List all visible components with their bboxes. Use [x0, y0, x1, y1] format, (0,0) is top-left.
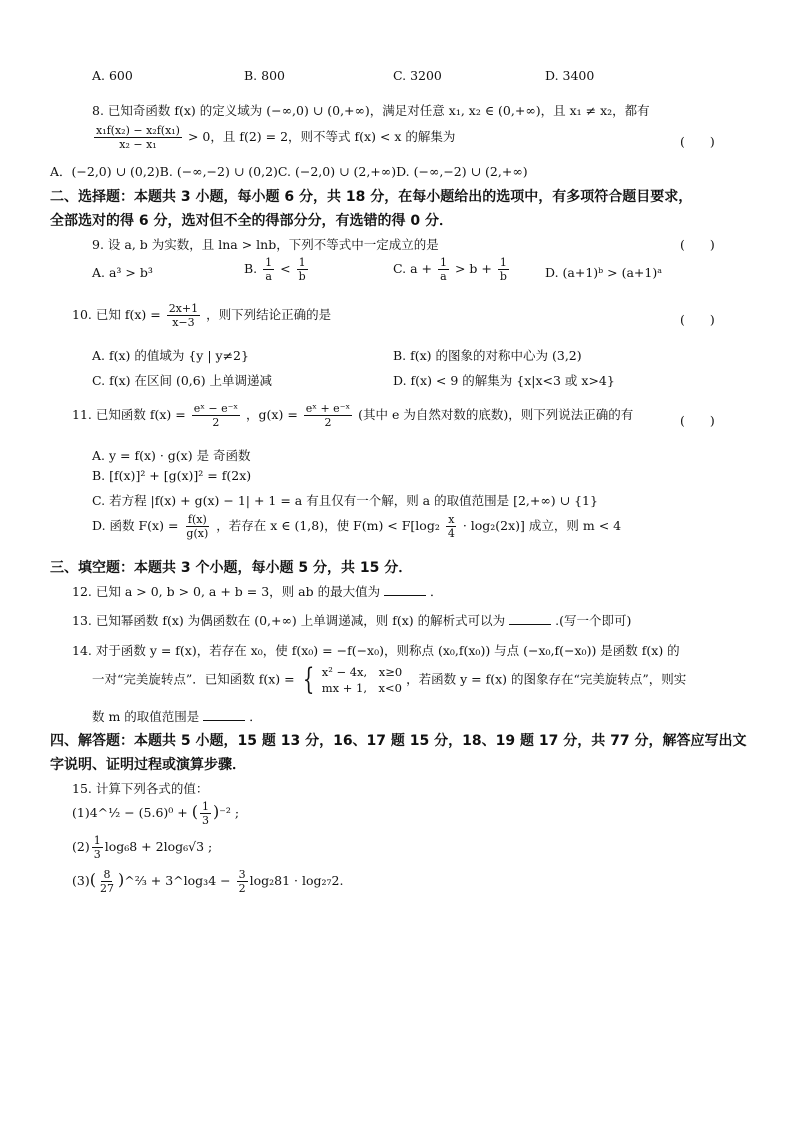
- q9-c-label: C. a +: [393, 261, 432, 276]
- frac-den: x−3: [172, 316, 195, 329]
- q7-option-d: D. 3400: [545, 68, 595, 83]
- frac-den: 3: [93, 848, 101, 861]
- q7-option-b: B. 800: [244, 68, 285, 83]
- q9-b-frac1: [263, 256, 274, 283]
- frac-num: 2x+1: [168, 302, 199, 315]
- q9-option-d: D. (a+1)ᵇ > (a+1)ᵃ: [545, 265, 663, 280]
- q9-c-frac1: [438, 256, 449, 283]
- q14-piecewise: [322, 664, 402, 696]
- q10-answer-paren: ( ): [680, 312, 715, 327]
- frac-num: 8: [103, 868, 111, 881]
- q8-options: A．(−2,0) ∪ (0,2)B. (−∞,−2) ∪ (0,2)C. (−2,0) ∪ (2,+∞)D. (−∞,−2) ∪ (2,+∞): [50, 164, 528, 179]
- frac-den: 4: [447, 527, 455, 540]
- q7-option-c: C. 3200: [393, 68, 442, 83]
- right-paren: ): [117, 870, 125, 889]
- q14-case1: x² − 4x, x≥0: [321, 665, 403, 679]
- q12-text-end: ．: [430, 584, 443, 599]
- left-paren: (: [191, 802, 198, 821]
- q9-option-b: [244, 256, 310, 283]
- frac-num: eˣ + e⁻ˣ: [305, 402, 351, 415]
- q8-condition: > 0，且 f(2) = 2，则不等式 f(x) < x 的解集为: [187, 129, 456, 144]
- q10-fraction: [167, 302, 200, 329]
- q9-b-frac2: [297, 256, 308, 283]
- q8-frac-den: x₂ − x₁: [119, 138, 157, 151]
- frac-den: 2: [238, 882, 246, 895]
- q10-stem-pre: 10. 已知 f(x) =: [72, 307, 161, 322]
- q9-option-c: [393, 256, 511, 283]
- q11-stem: [72, 402, 633, 429]
- q11-option-a: A. y = f(x) · g(x) 是 奇函数: [92, 448, 251, 463]
- frac-num: 1: [202, 800, 209, 813]
- frac-num: 1: [499, 256, 507, 269]
- q11-stem-pre: 11. 已知函数 f(x) =: [72, 407, 186, 422]
- frac-den: b: [499, 270, 507, 283]
- q8-stem-line2: [92, 124, 455, 151]
- q9-c-frac2: [498, 256, 509, 283]
- q15-p3-fraction2: [237, 868, 248, 895]
- frac-num: 1: [298, 256, 306, 269]
- q13-text-end: .(写一个即可): [555, 613, 632, 628]
- q15-p2-fraction: [92, 834, 103, 861]
- q8-frac-num: x₁f(x₂) − x₂f(x₁): [96, 124, 180, 137]
- section4-heading-line1: 四、解答题：本题共 5 小题，15 题 13 分，16、17 题 15 分，18、19 题 17 分，共 77 分，解答应写出文: [50, 733, 747, 749]
- q15-p3-post: log₂81 · log₂₇2.: [249, 873, 344, 888]
- frac-num: 1: [439, 256, 447, 269]
- q11-d-post: · log₂(2x)] 成立，则 m < 4: [462, 518, 622, 533]
- q14-line2-pre: 一对“完美旋转点”．已知函数 f(x) =: [92, 671, 295, 687]
- q15-p3-pre: (3): [72, 873, 90, 888]
- frac-den: a: [265, 270, 272, 283]
- q11-option-c: C. 若方程 |f(x) + g(x) − 1| + 1 = a 有且仅有一个解，则 a 的取值范围是 [2,+∞) ∪ {1}: [92, 493, 598, 508]
- frac-num: 3: [238, 868, 246, 881]
- q8-stem-line1: 8. 已知奇函数 f(x) 的定义域为 (−∞,0) ∪ (0,+∞)，满足对任意 x₁, x₂ ∈ (0,+∞)，且 x₁ ≠ x₂，都有: [92, 103, 650, 118]
- q11-d-fraction2: [446, 513, 457, 540]
- section2-heading-line1: 二、选择题：本题共 3 小题，每小题 6 分，共 18 分，在每小题给出的选项中，有多项符合题目要求，: [50, 189, 693, 205]
- frac-den: 2: [212, 416, 220, 429]
- q14-stem-line1: 14. 对于函数 y = f(x)，若存在 x₀，使 f(x₀) = −f(−x₀)，则称点 (x₀,f(x₀)) 与点 (−x₀,f(−x₀)) 是函数 f(x) 的: [72, 643, 680, 658]
- q11-d-fraction: [184, 513, 210, 540]
- q9-stem: 9. 设 a, b 为实数，且 lna > lnb，下列不等式中一定成立的是: [92, 237, 439, 252]
- q9-c-op: > b +: [454, 261, 492, 276]
- q15-part2: [72, 834, 212, 861]
- q13-stem: [72, 611, 631, 629]
- q12-stem: [72, 582, 443, 600]
- q10-option-b: B. f(x) 的图象的对称中心为 (3,2): [393, 348, 582, 363]
- q15-part1: [72, 800, 239, 827]
- q11-stem-mid: ，g(x) =: [246, 407, 298, 422]
- q15-p3-mid: ^⅔ + 3^log₃4 −: [124, 873, 231, 888]
- q15-p1-post: ⁻² ;: [219, 805, 240, 820]
- q15-stem: 15. 计算下列各式的值：: [72, 781, 209, 796]
- frac-num: eˣ − e⁻ˣ: [193, 402, 239, 415]
- q14-stem-line2: [92, 664, 686, 696]
- q11-answer-paren: ( ): [680, 413, 715, 428]
- frac-den: 2: [324, 416, 332, 429]
- q14-answer-blank[interactable]: [203, 709, 245, 721]
- frac-num: x: [448, 513, 455, 526]
- q13-text: 13. 已知幂函数 f(x) 为偶函数在 (0,+∞) 上单调递减，则 f(x) 的解析式可以为: [72, 613, 506, 628]
- q14-case2: mx + 1, x<0: [321, 681, 402, 695]
- q9-b-label: B.: [244, 261, 258, 276]
- q10-stem-post: ，则下列结论正确的是: [206, 307, 332, 322]
- frac-den: a: [440, 270, 447, 283]
- q15-p1-fraction: [200, 800, 211, 827]
- frac-num: f(x): [187, 513, 207, 526]
- q15-part3: [72, 868, 343, 895]
- q14-line3-post: ．: [249, 709, 262, 724]
- q9-option-a: A. a³ > b³: [92, 265, 153, 280]
- right-paren: ): [213, 802, 220, 821]
- frac-num: 1: [265, 256, 273, 269]
- left-brace: {: [302, 662, 314, 697]
- frac-num: 1: [93, 834, 101, 847]
- q7-option-a: A. 600: [92, 68, 133, 83]
- frac-den: 3: [202, 814, 209, 827]
- q11-stem-post: (其中 e 为自然对数的底数)，则下列说法正确的有: [358, 407, 634, 422]
- q13-answer-blank[interactable]: [509, 613, 551, 625]
- q15-p3-fraction: [98, 868, 116, 895]
- q15-p2-pre: (2): [72, 839, 90, 854]
- q11-d-mid: ，若存在 x ∈ (1,8)，使 F(m) < F[log₂: [216, 518, 440, 533]
- q14-stem-line3: [92, 707, 262, 725]
- q9-b-op: <: [280, 261, 291, 276]
- q15-p1-pre: (1)4^½ − (5.6)⁰ +: [72, 805, 188, 820]
- left-paren: (: [89, 870, 96, 889]
- frac-den: 27: [99, 882, 114, 895]
- section4-heading-line2: 字说明、证明过程或演算步骤．: [50, 757, 246, 773]
- q11-f-fraction: [192, 402, 240, 429]
- frac-den: g(x): [186, 527, 209, 540]
- q12-text: 12. 已知 a > 0, b > 0, a + b = 3，则 ab 的最大值为: [72, 584, 381, 599]
- q12-answer-blank[interactable]: [384, 584, 426, 596]
- q10-option-d: D. f(x) < 9 的解集为 {x|x<3 或 x>4}: [393, 373, 615, 388]
- q15-p2-post: log₆8 + 2log₆√3 ;: [104, 839, 213, 854]
- q8-fraction: [94, 124, 182, 151]
- q10-option-a: A. f(x) 的值域为 {y | y≠2}: [92, 348, 249, 363]
- q14-line3-pre: 数 m 的取值范围是: [92, 709, 200, 724]
- q14-line2-post: ，若函数 y = f(x) 的图象存在“完美旋转点”，则实: [406, 671, 687, 687]
- q11-g-fraction: [304, 402, 352, 429]
- q11-d-pre: D. 函数 F(x) =: [92, 518, 179, 533]
- q8-answer-paren: ( ): [680, 134, 715, 149]
- q11-option-d: [92, 513, 621, 540]
- q11-option-b: B. [f(x)]² + [g(x)]² = f(2x): [92, 468, 252, 483]
- section2-heading-line2: 全部选对的得 6 分，选对但不全的得部分分，有选错的得 0 分．: [50, 213, 453, 229]
- q10-option-c: C. f(x) 在区间 (0,6) 上单调递减: [92, 373, 273, 388]
- q9-answer-paren: ( ): [680, 237, 715, 252]
- q10-stem: [72, 302, 331, 329]
- frac-den: b: [298, 270, 306, 283]
- section3-heading: 三、填空题：本题共 3 个小题，每小题 5 分，共 15 分．: [50, 560, 413, 576]
